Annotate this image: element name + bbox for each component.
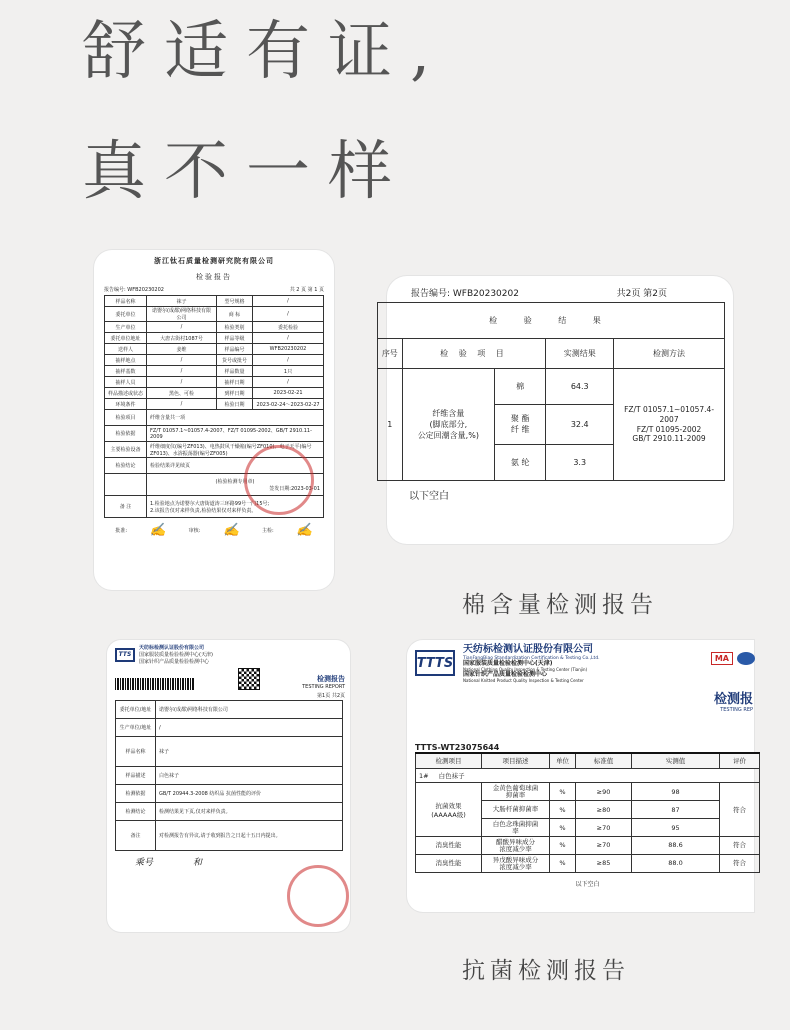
field-label: 样品编号 <box>217 344 253 355</box>
center-1-en: National Clothing Quality Inspection & Testing Center (Tianjin) <box>463 666 588 672</box>
signature-3: ✍ <box>296 523 313 538</box>
field-label: 委托单位/地址 <box>116 701 156 719</box>
item-standard: ≥70 <box>576 819 632 837</box>
table-row <box>105 399 324 410</box>
field-value: / <box>147 322 217 333</box>
remark-label: 备 注 <box>105 496 147 518</box>
field-value: 2023-02-21 <box>253 388 324 399</box>
remark-line: 2.该报告仅对来样负责,检验结果仅对来样负责。 <box>150 507 257 514</box>
col-method: 检测方法 <box>614 339 725 369</box>
center-1-results: 国家服装质量检验检测中心(天津) <box>463 659 553 667</box>
table-row <box>116 803 343 821</box>
sample-label: 1# <box>419 772 429 781</box>
field-value: 诺婴尔(成都)网络科技有限公司 <box>147 307 217 322</box>
results-title: 检测报 <box>713 691 753 707</box>
cotton-report-results-card <box>381 276 733 544</box>
table-row <box>116 719 343 737</box>
field-label: 生产单位/地址 <box>116 719 156 737</box>
table-row <box>416 855 760 873</box>
table-row <box>116 701 343 719</box>
field-label: 环境条件 <box>105 399 147 410</box>
field-value: 检验结果详见续页 <box>147 458 324 474</box>
field-value: / <box>253 333 324 344</box>
odor-item: 消臭性能 <box>416 837 482 855</box>
field-label: 委托单位 <box>105 307 147 322</box>
cotton-report-full-card <box>94 250 334 590</box>
table-row <box>105 410 324 426</box>
ttts-logo-icon: TTTS <box>415 650 455 676</box>
field-label: 送样人 <box>105 344 147 355</box>
field-value: GB/T 20944.3-2008 纺织品 抗菌性能的评价 <box>156 785 343 803</box>
table-row <box>416 837 760 855</box>
remark-line: 1.检验地点为诺婴尔大唐街道涛三环路99号一门15号; <box>150 500 270 507</box>
odor-val: 88.6 <box>632 837 720 855</box>
col-no: 序号 <box>378 339 403 369</box>
field-label: 检验结论 <box>105 458 147 474</box>
field-value: WFB20230202 <box>253 344 324 355</box>
item-standard: ≥90 <box>576 783 632 801</box>
field-value: 袜子 <box>147 296 217 307</box>
company-name-results: 天纺标检测认证股份有限公司 <box>463 644 593 655</box>
table-row <box>105 355 324 366</box>
antibacterial-full-table <box>115 700 343 851</box>
odor-item: 消臭性能 <box>416 855 482 873</box>
item-value: 98 <box>632 783 720 801</box>
report-page-ab: 第1页 共2页 <box>317 693 345 699</box>
field-label: 检验类别 <box>217 322 253 333</box>
cotton-results-table <box>377 302 725 481</box>
report-doc-title: 检验报告 <box>196 273 232 281</box>
field-value: FZ/T 01057.1~01057.4-2007、FZ/T 01095-2002、GB/T 2910.11-2009 <box>147 426 324 442</box>
field-value: 诺婴尔(成都)网络科技有限公司 <box>156 701 343 719</box>
field-value: / <box>147 399 217 410</box>
table-row <box>105 307 324 322</box>
field-value: 纤维含量共一项 <box>147 410 324 426</box>
field-label: 委托单位地址 <box>105 333 147 344</box>
results-section-title: 检 验 结 果 <box>378 303 725 339</box>
item-unit: % <box>550 783 576 801</box>
sign-date-label: 签发日期: <box>269 485 291 492</box>
col-result: 实测结果 <box>546 339 614 369</box>
table-row <box>105 322 324 333</box>
company-name-en: TianFangBiao Standardization Certification & Testing Co.,Ltd. <box>463 655 600 661</box>
field-label: 样品名称 <box>116 737 156 767</box>
table-row <box>105 426 324 442</box>
odor-std: ≥85 <box>576 855 632 873</box>
table-header-row <box>416 753 760 769</box>
table-row <box>105 366 324 377</box>
result-item: 纤维含量 (脚底部分, 公定回潮含量,%) <box>402 369 494 481</box>
signature-ab-1: 乘号 <box>135 858 154 868</box>
inspection-seal <box>244 445 314 515</box>
field-value: 大唐古街村1087号 <box>147 333 217 344</box>
cotton-caption: 棉含量检测报告 <box>462 592 658 618</box>
center-1: 国家服装质量检验检测中心(天津) <box>139 652 213 658</box>
center-2-en: National Knitted Product Quality Inspection & Testing Center <box>463 678 584 684</box>
cnas-logo-icon <box>737 652 755 665</box>
item-desc: 金黄色葡萄球菌 抑菌率 <box>482 783 550 801</box>
item-unit: % <box>550 819 576 837</box>
column-header: 实测值 <box>632 753 720 769</box>
field-label: 主要检验设备 <box>105 442 147 458</box>
qr-code-icon <box>238 668 260 690</box>
item-value: 87 <box>632 801 720 819</box>
table-row <box>105 388 324 399</box>
ma-logo-icon: MA <box>711 652 733 665</box>
field-label: 货号或批号 <box>217 355 253 366</box>
center-2-results: 国家针织产品质量检验检测中心 <box>463 671 548 679</box>
field-label: 样品描述或状态 <box>105 388 147 399</box>
column-header: 检测项目 <box>416 753 482 769</box>
table-row <box>105 333 324 344</box>
signature-2: ✍ <box>223 523 240 538</box>
sub-item-polyester: 聚 酯 纤 维 <box>495 405 546 445</box>
antibacterial-results-card <box>407 640 754 912</box>
col-item: 检 验 项 目 <box>402 339 546 369</box>
field-value: 黑色、可检 <box>147 388 217 399</box>
sign-date: 2023-03-01 <box>290 485 320 492</box>
sub-item-spandex: 氨 纶 <box>495 445 546 481</box>
tts-logo-icon: TTS <box>115 648 135 662</box>
field-value: 1只 <box>253 366 324 377</box>
table-row <box>116 737 343 767</box>
field-value: 姜维 <box>147 344 217 355</box>
field-value: 袜子 <box>156 737 343 767</box>
results-report-number: 报告编号: WFB20230202 <box>411 289 519 299</box>
column-header: 单位 <box>550 753 576 769</box>
odor-unit: % <box>550 855 576 873</box>
field-value: 白色袜子 <box>156 767 343 785</box>
field-value: / <box>147 355 217 366</box>
value-cotton: 64.3 <box>546 369 614 405</box>
item-desc: 大肠杆菌抑菌率 <box>482 801 550 819</box>
field-value: 检测结果见下页,仅对来样负责。 <box>156 803 343 821</box>
field-label: 抽样地点 <box>105 355 147 366</box>
field-label: 生产单位 <box>105 322 147 333</box>
table-row <box>105 296 324 307</box>
results-footer: 以下空白 <box>409 491 449 502</box>
company-name: 天纺标检测认证股份有限公司 <box>139 645 205 651</box>
field-label: 样品数量 <box>217 366 253 377</box>
item-eval: 符合 <box>720 783 760 837</box>
odor-std: ≥70 <box>576 837 632 855</box>
field-value: 纤维细度仪(编号ZF013)、电热鼓风干燥箱(编号ZF010)、电子天平(编号ZF013)、水浴振荡器(编号ZF005) <box>147 442 324 458</box>
column-header: 评价 <box>720 753 760 769</box>
field-value: / <box>147 377 217 388</box>
approved-label: 批准: <box>115 528 128 534</box>
signature-1: ✍ <box>149 523 166 538</box>
report-page: 共 2 页 第 1 页 <box>289 287 324 293</box>
headline-line-2: 真不一样 <box>82 135 410 209</box>
table-row <box>105 344 324 355</box>
odor-val: 88.0 <box>632 855 720 873</box>
row-no: 1 <box>378 369 403 481</box>
field-label: 型号规格 <box>217 296 253 307</box>
testing-seal <box>287 865 349 927</box>
table-row <box>416 783 760 801</box>
results-title-en: TESTING REP <box>720 706 753 713</box>
field-value: 2023-02-24～2023-02-27 <box>253 399 324 410</box>
column-header: 标准值 <box>576 753 632 769</box>
table-row <box>116 767 343 785</box>
barcode <box>115 678 195 690</box>
field-label: 检验项目 <box>105 410 147 426</box>
antibacterial-report-full-card <box>107 640 350 932</box>
item-standard: ≥80 <box>576 801 632 819</box>
main-check-label: 主检: <box>261 528 274 534</box>
field-value: / <box>253 307 324 322</box>
table-row <box>105 377 324 388</box>
field-label: 检测依据 <box>116 785 156 803</box>
field-label: 检验日期 <box>217 399 253 410</box>
field-value: 对检测报告有异议,请于收到报告之日起十五日内提出。 <box>156 821 343 851</box>
methods: FZ/T 01057.1~01057.4-2007 FZ/T 01095-2002 GB/T 2910.11-2009 <box>614 369 725 481</box>
field-label: 抽样人员 <box>105 377 147 388</box>
reviewed-label: 审核: <box>188 528 201 534</box>
value-polyester: 32.4 <box>546 405 614 445</box>
odor-desc: 醋酸异味成分 浓度减少率 <box>482 837 550 855</box>
headline-line-1: 舒适有证, <box>82 15 449 89</box>
report-number: 报告编号: WFB20230202 <box>104 287 164 293</box>
antibacterial-caption: 抗菌检测报告 <box>462 958 630 984</box>
group-antibacterial: 抗菌效果 (AAAAA级) <box>416 783 482 837</box>
ab-results-footer: 以下空白 <box>575 881 600 889</box>
field-label: 检测结论 <box>116 803 156 821</box>
field-label: 检验依据 <box>105 426 147 442</box>
field-label: 抽样日期 <box>217 377 253 388</box>
column-header: 项目描述 <box>482 753 550 769</box>
item-desc: 白色念珠菌抑菌 率 <box>482 819 550 837</box>
field-label: 到样日期 <box>217 388 253 399</box>
field-label: 样品描述 <box>116 767 156 785</box>
sample-row <box>416 769 760 783</box>
field-label: 抽样基数 <box>105 366 147 377</box>
seal-note: (检验检测专用章) <box>215 478 255 485</box>
odor-eval: 符合 <box>720 855 760 873</box>
results-report-no: TTTS-WT23075644 <box>415 742 500 752</box>
field-label: 商 标 <box>217 307 253 322</box>
antibacterial-results-table <box>415 752 760 874</box>
signature-ab-2: 和 <box>193 858 203 868</box>
center-2: 国家针织产品质量检验检测中心 <box>139 659 210 665</box>
odor-desc: 异戊酸异味成分 浓度减少率 <box>482 855 550 873</box>
table-row <box>116 821 343 851</box>
field-value: / <box>156 719 343 737</box>
item-unit: % <box>550 801 576 819</box>
field-value: 委托检验 <box>253 322 324 333</box>
table-row <box>116 785 343 803</box>
field-value: / <box>253 355 324 366</box>
field-label: 样品名称 <box>105 296 147 307</box>
sub-item-cotton: 棉 <box>495 369 546 405</box>
item-value: 95 <box>632 819 720 837</box>
odor-eval: 符合 <box>720 837 760 855</box>
field-label: 备注 <box>116 821 156 851</box>
results-page: 共2页 第2页 <box>616 289 667 299</box>
field-value: / <box>253 377 324 388</box>
field-value: / <box>253 296 324 307</box>
sample-name: 白色袜子 <box>438 772 465 781</box>
report-title-en: TESTING REPORT <box>302 684 345 690</box>
odor-unit: % <box>550 837 576 855</box>
field-label: 样品等级 <box>217 333 253 344</box>
report-title: 检测报告 <box>317 675 345 683</box>
report-org: 浙江钛石质量检测研究院有限公司 <box>154 257 274 265</box>
field-value: / <box>147 366 217 377</box>
value-spandex: 3.3 <box>546 445 614 481</box>
